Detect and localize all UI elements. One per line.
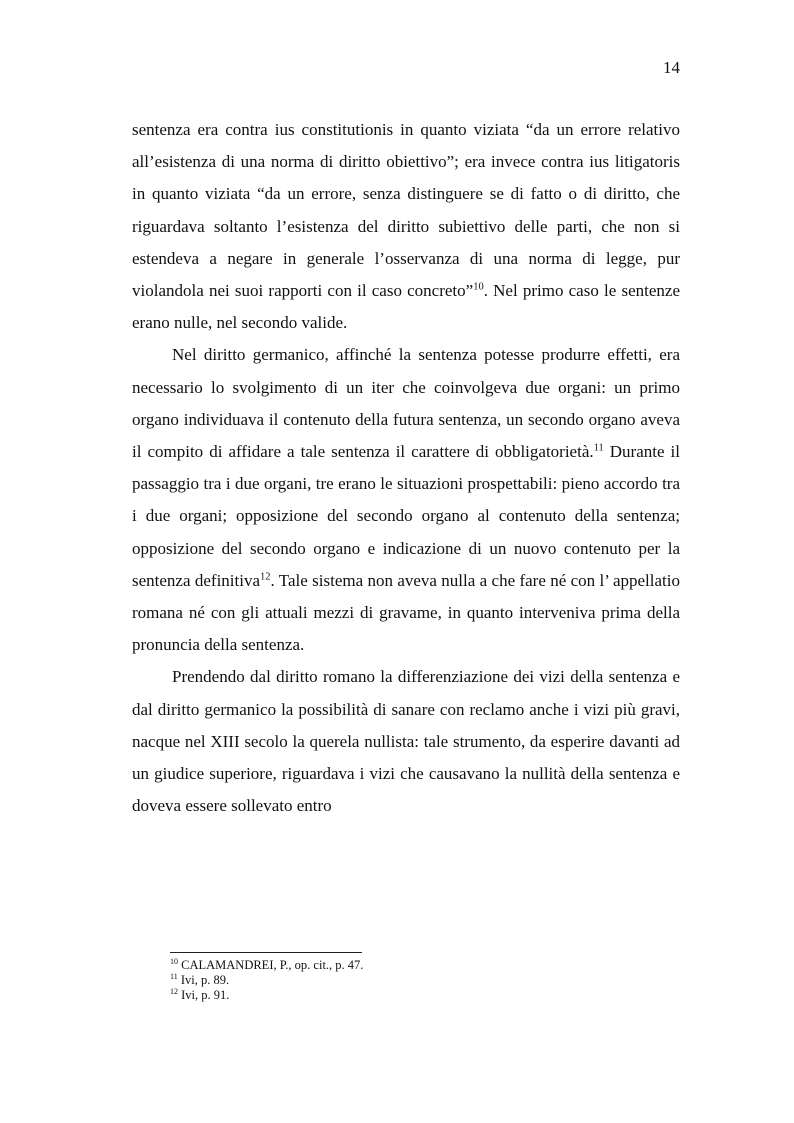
footnote-text: Ivi, p. 91.: [178, 988, 230, 1002]
footnote-text: CALAMANDREI, P., op. cit., p. 47.: [178, 958, 364, 972]
footnote: [170, 988, 690, 1003]
footnote-separator: [170, 952, 362, 953]
footnote-ref: 11: [593, 442, 604, 454]
footnote-ref: 10: [473, 281, 484, 293]
footnotes: [170, 958, 690, 1003]
footnote-text: Ivi, p. 89.: [177, 973, 230, 987]
footnote: [170, 958, 690, 973]
text-segment: sentenza era contra ius constitutionis in quanto viziata “da un errore relativo all’esistenza di una norma di diritto obiettivo”; era invece contra ius litigatoris in quanto viziata “da un errore, senza distinguere se di fatto o di diritto, che riguardava soltanto l’esistenza del diritto subiettivo delle parti, che non si estendeva a negare in generale l’osservanza di una norma di legge, pur violandola nei suoi rapporti con il caso concreto”: [132, 120, 680, 301]
body-text: [132, 114, 680, 822]
paragraph: [132, 114, 680, 339]
text-segment: Nel diritto germanico, affinché la sentenza potesse produrre effetti, era necessario lo svolgimento di un iter che coinvolgeva due organi: un primo organo individuava il contenuto della futura sentenza, un secondo organo aveva il compito di affidare a tale sentenza il carattere di obbligatorietà.: [132, 345, 680, 462]
footnote-number: 12: [170, 986, 178, 996]
footnote-number: 11: [170, 971, 178, 981]
text-segment: . Nel primo caso le sentenze erano nulle, nel secondo valide.: [132, 281, 680, 333]
footnote: [170, 973, 690, 988]
text-segment: . Tale sistema non aveva nulla a che fare né con l’ appellatio romana né con gli attuali mezzi di gravame, in quanto interveniva prima della pronuncia della sentenza.: [132, 570, 680, 655]
footnote-number: 10: [170, 956, 178, 966]
text-segment: Prendendo dal diritto romano la differenziazione dei vizi della sentenza e dal diritto germanico la possibilità di sanare con reclamo anche i vizi più gravi, nacque nel XIII secolo la querela nullista: tale strumento, da esperire davanti ad un giudice superiore, riguardava i vizi che causavano la nullità della sentenza e doveva essere sollevato entro: [132, 667, 680, 816]
paragraph: [132, 339, 680, 661]
page-number: 14: [663, 58, 680, 77]
paragraph: [132, 661, 680, 822]
footnote-ref: 12: [260, 571, 271, 583]
text-segment: Durante il passaggio tra i due organi, tre erano le situazioni prospettabili: pieno accordo tra i due organi; opposizione del secondo organo al contenuto della sentenza; opposizione del secondo organo e indicazione di un nuovo contenuto per la sentenza definitiva: [132, 442, 681, 590]
